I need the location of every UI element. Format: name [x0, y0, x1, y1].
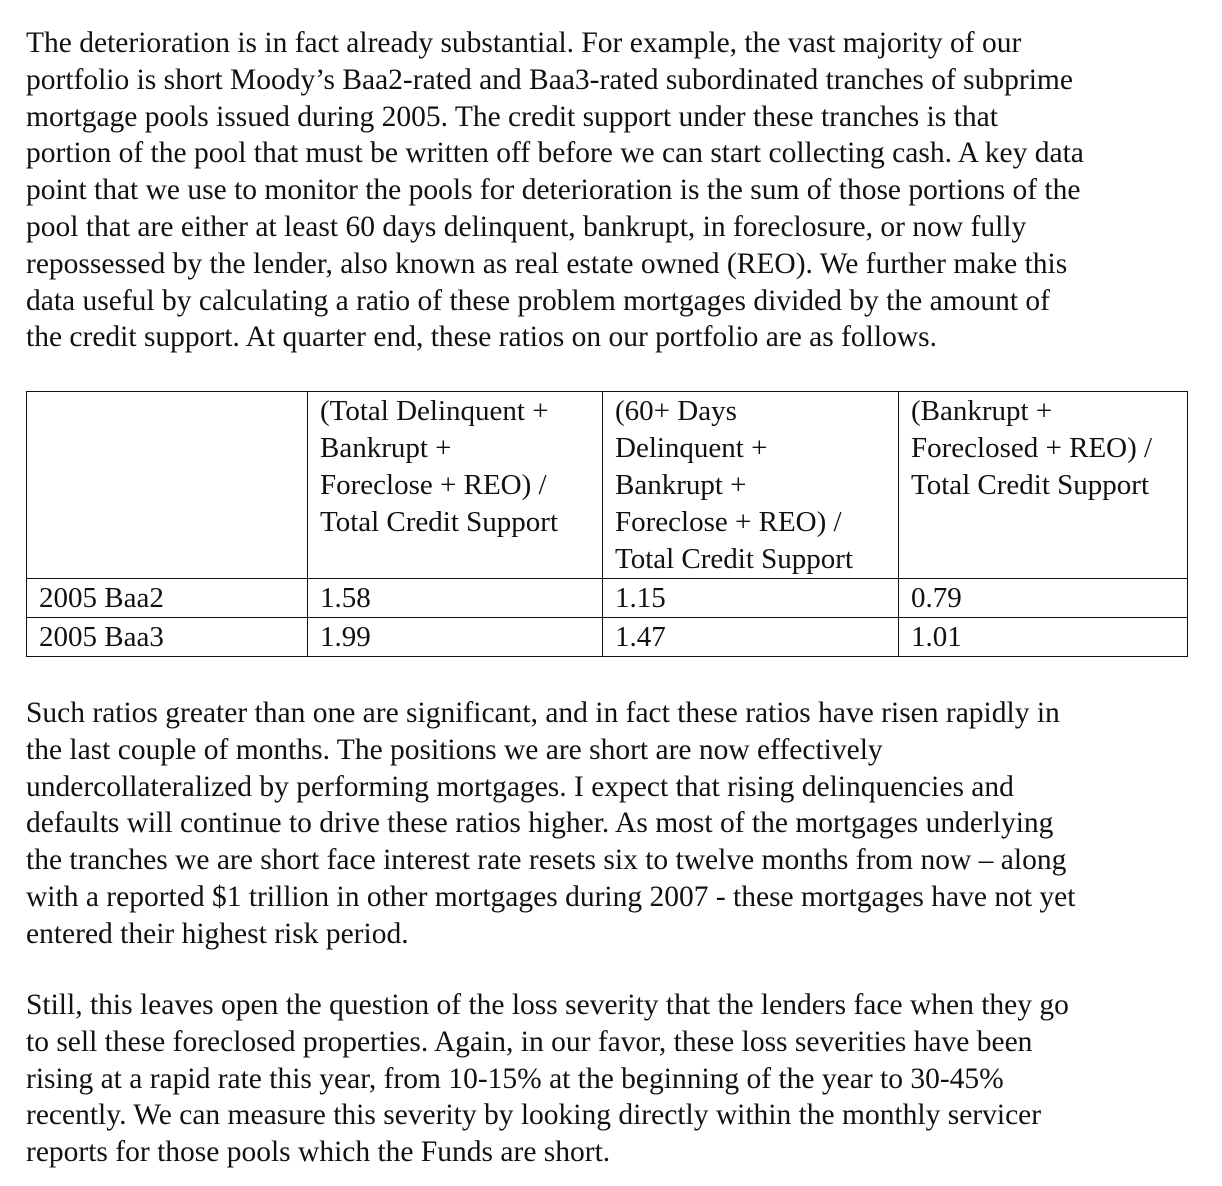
text-line: recently. We can measure this severity by looking directly within the monthly servicer: [26, 1099, 1042, 1132]
row-label-cell: 2005 Baa2: [27, 579, 308, 618]
text-line: reports for those pools which the Funds are short.: [26, 1136, 611, 1169]
header-line: Total Credit Support: [911, 469, 1150, 501]
table-cell: 1.58: [308, 579, 603, 618]
header-cell-60-days-delinquent: [603, 392, 899, 579]
text-line: mortgage pools issued during 2005. The credit support under these tranches is that: [26, 100, 998, 133]
text-line: the tranches we are short face interest rate resets six to twelve months from now – along: [26, 844, 1067, 877]
text-line: point that we use to monitor the pools for deterioration is the sum of those portions of the: [26, 174, 1081, 207]
table-cell: 1.99: [308, 618, 603, 657]
text-line: repossessed by the lender, also known as real estate owned (REO). We further make this: [26, 247, 1068, 280]
table-cell: 1.47: [603, 618, 899, 657]
header-line: (Bankrupt +: [911, 395, 1053, 427]
row-label-cell: 2005 Baa3: [27, 618, 308, 657]
text-line: Such ratios greater than one are significant, and in fact these ratios have risen rapidly in: [26, 697, 1060, 729]
text-line: entered their highest risk period.: [26, 917, 409, 950]
text-line: pool that are either at least 60 days delinquent, bankrupt, in foreclosure, or now fully: [26, 210, 1027, 243]
ratio-table: [26, 391, 1188, 657]
header-line: Foreclosed + REO) /: [911, 432, 1153, 464]
text-line: portfolio is short Moody’s Baa2-rated and Baa3-rated subordinated tranches of subprime: [26, 63, 1073, 96]
paragraph-deterioration: [26, 25, 1084, 356]
header-line: Bankrupt +: [320, 432, 452, 464]
header-line: Bankrupt +: [615, 469, 747, 501]
text-line: the last couple of months. The positions we are short are now effectively: [26, 733, 883, 766]
header-line: (Total Delinquent +: [320, 395, 549, 427]
header-line: Total Credit Support: [320, 506, 559, 538]
table-cell: 0.79: [899, 579, 1188, 618]
paragraph-loss-severity: [26, 987, 1069, 1171]
text-line: to sell these foreclosed properties. Again, in our favor, these loss severities have been: [26, 1025, 1033, 1058]
text-line: rising at a rapid rate this year, from 10-15% at the beginning of the year to 30-45%: [26, 1062, 1004, 1095]
text-line: the credit support. At quarter end, these ratios on our portfolio are as follows.: [26, 321, 937, 354]
header-line: (60+ Days: [615, 395, 737, 427]
header-cell-total-delinquent: [308, 392, 603, 579]
text-line: portion of the pool that must be written off before we can start collecting cash. A key data: [26, 137, 1084, 170]
table-row: [27, 579, 1188, 618]
text-line: The deterioration is in fact already substantial. For example, the vast majority of our: [26, 27, 1022, 59]
header-line: Total Credit Support: [615, 543, 854, 575]
text-line: undercollateralized by performing mortgages. I expect that rising delinquencies and: [26, 770, 1014, 803]
header-cell-bankrupt-foreclosed: [899, 392, 1188, 579]
header-line: Foreclose + REO) /: [615, 506, 842, 538]
table-header-row: [27, 392, 1188, 579]
table-row: [27, 618, 1188, 657]
table-cell: 1.01: [899, 618, 1188, 657]
header-line: Delinquent +: [615, 432, 768, 464]
text-line: data useful by calculating a ratio of these problem mortgages divided by the amount of: [26, 284, 1051, 317]
text-line: with a reported $1 trillion in other mortgages during 2007 - these mortgages have not yet: [26, 880, 1076, 913]
paragraph-ratios-significance: [26, 695, 1075, 953]
table-cell: 1.15: [603, 579, 899, 618]
header-line: Foreclose + REO) /: [320, 469, 547, 501]
header-cell-empty: [27, 392, 308, 579]
text-line: Still, this leaves open the question of the loss severity that the lenders face when they go: [26, 989, 1069, 1021]
text-line: defaults will continue to drive these ratios higher. As most of the mortgages underlying: [26, 807, 1054, 840]
